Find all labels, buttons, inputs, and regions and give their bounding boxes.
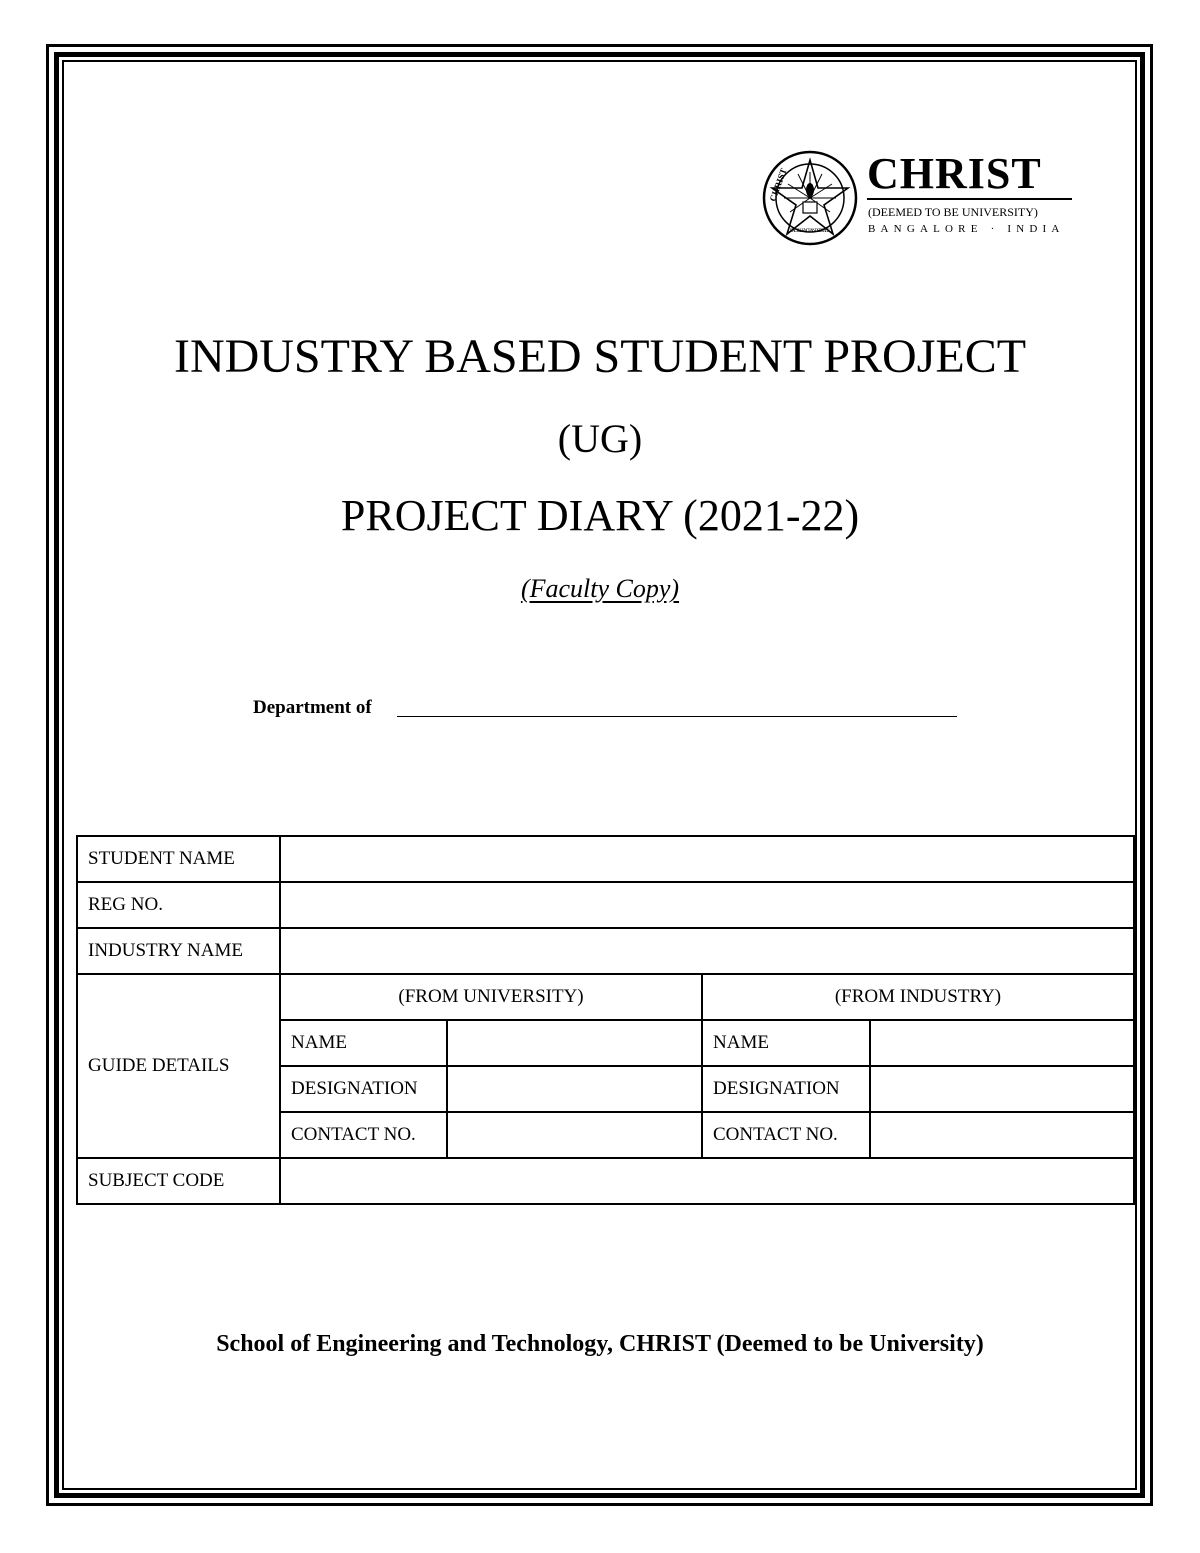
table-row [77, 882, 1134, 928]
university-guide-contact-field[interactable] [447, 1112, 702, 1158]
logo-divider [867, 198, 1072, 200]
university-guide-contact-label: CONTACT NO. [280, 1112, 447, 1158]
industry-guide-name-label: NAME [702, 1020, 870, 1066]
diary-title: PROJECT DIARY (2021-22) [340, 491, 860, 540]
university-logo [762, 150, 1082, 246]
department-field[interactable] [397, 716, 957, 717]
document-title: INDUSTRY BASED STUDENT PROJECT [173, 330, 1027, 383]
program-level: (UG) [557, 416, 643, 461]
industry-guide-designation-field[interactable] [870, 1066, 1134, 1112]
department-label: Department of [253, 697, 372, 718]
industry-guide-name-field[interactable] [870, 1020, 1134, 1066]
subject-code-field[interactable] [280, 1158, 1134, 1204]
university-guide-designation-field[interactable] [447, 1066, 702, 1112]
industry-guide-contact-label: CONTACT NO. [702, 1112, 870, 1158]
student-name-label: STUDENT NAME [77, 836, 280, 882]
university-seal-icon [762, 150, 858, 246]
seal-motto: EXCELLENCE AND SERVICE [790, 229, 830, 234]
university-guide-designation-label: DESIGNATION [280, 1066, 447, 1112]
industry-name-field[interactable] [280, 928, 1134, 974]
industry-guide-designation-label: DESIGNATION [702, 1066, 870, 1112]
student-name-field[interactable] [280, 836, 1134, 882]
table-row [77, 836, 1134, 882]
page-border-inner [62, 60, 1137, 1490]
university-guide-name-field[interactable] [447, 1020, 702, 1066]
logo-subtitle: (DEEMED TO BE UNIVERSITY) [868, 205, 1038, 219]
school-footer: School of Engineering and Technology, CHRIST (Deemed to be University) [216, 1331, 984, 1357]
from-university-header: (FROM UNIVERSITY) [280, 974, 702, 1020]
seal-text: CHRIST [767, 166, 789, 203]
industry-name-label: INDUSTRY NAME [77, 928, 280, 974]
logo-name: CHRIST [867, 149, 1042, 198]
student-info-table [76, 835, 1135, 1205]
logo-location: BANGALORE · INDIA [868, 223, 1065, 235]
reg-no-field[interactable] [280, 882, 1134, 928]
reg-no-label: REG NO. [77, 882, 280, 928]
from-industry-header: (FROM INDUSTRY) [702, 974, 1134, 1020]
table-row [77, 974, 1134, 1020]
table-row [77, 928, 1134, 974]
table-row [77, 1158, 1134, 1204]
copy-type: (Faculty Copy) [520, 574, 680, 603]
guide-details-label: GUIDE DETAILS [77, 974, 280, 1158]
university-guide-name-label: NAME [280, 1020, 447, 1066]
industry-guide-contact-field[interactable] [870, 1112, 1134, 1158]
subject-code-label: SUBJECT CODE [77, 1158, 280, 1204]
